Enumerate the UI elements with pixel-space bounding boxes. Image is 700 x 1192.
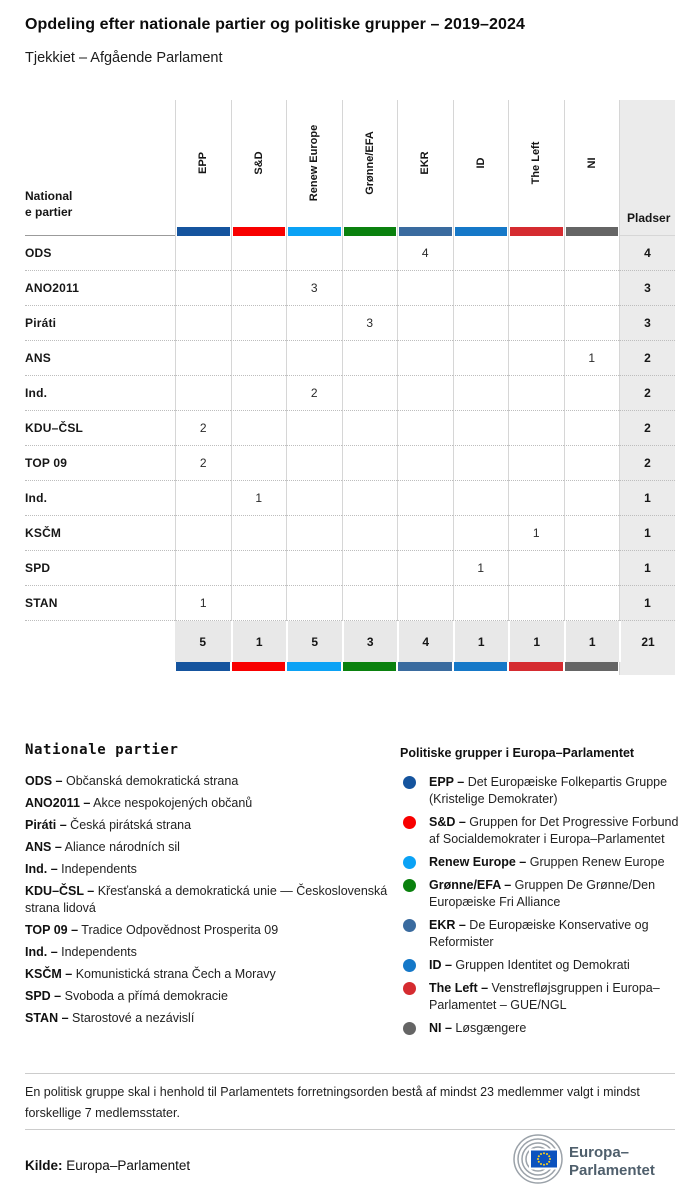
group-name: De Europæiske Konservative og Reformister (429, 918, 649, 949)
row-total-cell: 3 (619, 306, 675, 341)
party-name: Starostové a nezávislí (68, 1011, 195, 1025)
group-name: Gruppen for Det Progressive Forbund af Socialdemokrater i Europa–Parlamentet (429, 815, 679, 846)
seat-cell (564, 446, 620, 481)
group-color-dot (403, 856, 416, 869)
group-column-header (286, 100, 342, 236)
corner-header-line: e partier (25, 205, 73, 219)
seat-cell (453, 376, 509, 411)
seats-table (25, 100, 675, 675)
seat-cell: 1 (564, 341, 620, 376)
group-column-header (508, 100, 564, 236)
seat-cell (286, 411, 342, 446)
row-total-cell: 1 (619, 551, 675, 586)
group-color-dot (403, 959, 416, 972)
group-abbr: EPP – (429, 775, 465, 789)
legend-item (25, 988, 391, 1005)
seat-cell (397, 516, 453, 551)
party-name: Svoboda a přímá demokracie (61, 989, 228, 1003)
legend-item (25, 1010, 391, 1027)
seat-cell (508, 481, 564, 516)
seat-cell (453, 446, 509, 481)
legend-item (400, 1020, 682, 1037)
seat-cell (175, 271, 231, 306)
seat-cell (508, 411, 564, 446)
bar-row-spacer (25, 662, 175, 675)
seat-cell (564, 586, 620, 621)
seat-cell (231, 586, 287, 621)
legend-item (25, 839, 391, 856)
party-label: Ind. (25, 376, 175, 411)
group-abbr: NI – (429, 1021, 452, 1035)
seats-header-label: Pladser (627, 211, 671, 225)
group-color-bar (454, 662, 508, 671)
legend-item (400, 917, 682, 951)
party-abbr: KDU–ČSL – (25, 884, 95, 898)
legend-groups-title: Politiske grupper i Europa–Parlamentet (400, 746, 635, 760)
seat-cell: 1 (508, 516, 564, 551)
seat-cell (175, 551, 231, 586)
seat-cell (231, 551, 287, 586)
seat-cell (564, 271, 620, 306)
group-header-label: S&D (252, 150, 265, 175)
seat-cell (453, 586, 509, 621)
group-abbr: Renew Europe – (429, 855, 527, 869)
corner-header-line: National (25, 189, 73, 203)
seat-cell (397, 341, 453, 376)
seat-cell: 2 (175, 411, 231, 446)
seat-cell (175, 306, 231, 341)
logo-text-line1: Europa– (569, 1144, 630, 1161)
group-header-label: ID (474, 157, 487, 169)
ep-logo-graphic (507, 1131, 675, 1187)
group-column-header (453, 100, 509, 236)
seat-cell: 1 (453, 551, 509, 586)
seat-cell (508, 341, 564, 376)
group-color-dot (403, 982, 416, 995)
group-color-dot (403, 816, 416, 829)
party-label: ODS (25, 236, 175, 271)
legend-item (400, 814, 682, 848)
divider (25, 1129, 675, 1130)
group-name: Gruppen Identitet og Demokrati (451, 958, 630, 972)
seat-cell (508, 306, 564, 341)
seat-cell (453, 411, 509, 446)
row-total-cell: 1 (619, 516, 675, 551)
group-color-bar (455, 227, 508, 236)
group-color-bar (232, 662, 286, 671)
page-subtitle: Tjekkiet – Afgående Parlament (25, 50, 223, 66)
seat-cell (286, 236, 342, 271)
seat-cell (397, 271, 453, 306)
seat-cell (342, 411, 398, 446)
seat-cell (342, 236, 398, 271)
seat-cell (231, 306, 287, 341)
seat-cell (286, 586, 342, 621)
seat-cell (397, 446, 453, 481)
seat-cell (231, 411, 287, 446)
group-header-label: The Left (530, 141, 543, 184)
seat-cell (564, 516, 620, 551)
row-total-cell: 1 (619, 481, 675, 516)
seat-cell (564, 551, 620, 586)
seat-cell (175, 341, 231, 376)
divider (25, 1073, 675, 1074)
group-color-bar (566, 227, 619, 236)
group-color-bar (343, 662, 397, 671)
party-name: Independents (57, 862, 137, 876)
row-total-cell: 2 (619, 411, 675, 446)
group-color-bar (398, 662, 452, 671)
seat-cell (286, 551, 342, 586)
seat-cell (231, 446, 287, 481)
seats-column-filler (619, 662, 675, 675)
party-abbr: ODS – (25, 774, 63, 788)
group-total-cell: 1 (564, 621, 620, 662)
seat-cell (175, 236, 231, 271)
seat-cell (508, 376, 564, 411)
legend-item (25, 817, 391, 834)
group-name: Løsgængere (451, 1021, 527, 1035)
row-total-cell: 2 (619, 446, 675, 481)
table-corner-header (25, 100, 175, 236)
party-abbr: ANO2011 – (25, 796, 91, 810)
seat-cell (231, 341, 287, 376)
seat-cell (397, 586, 453, 621)
seat-cell (342, 271, 398, 306)
group-total-cell: 1 (508, 621, 564, 662)
party-name: Aliance národních sil (61, 840, 180, 854)
group-name: Det Europæiske Folkepartis Gruppe (Kristelige Demokrater) (429, 775, 668, 806)
group-color-bar (287, 662, 341, 671)
seat-cell: 4 (397, 236, 453, 271)
party-abbr: STAN – (25, 1011, 69, 1025)
group-header-label: Renew Europe (308, 124, 321, 201)
seat-cell (342, 516, 398, 551)
seat-cell (397, 551, 453, 586)
seat-cell: 3 (286, 271, 342, 306)
group-name: Venstrefløjsgruppen i Europa–Parlamentet – GUE/NGL (429, 981, 660, 1012)
group-total-cell: 3 (342, 621, 398, 662)
eu-flag-icon (530, 1150, 558, 1169)
party-label: STAN (25, 586, 175, 621)
seat-cell (508, 586, 564, 621)
seat-cell (342, 446, 398, 481)
legend-item (25, 944, 391, 961)
seat-cell (231, 376, 287, 411)
seat-cell (564, 376, 620, 411)
group-total-cell: 5 (175, 621, 231, 662)
seat-cell (286, 446, 342, 481)
group-color-bar (510, 227, 563, 236)
seat-cell (175, 516, 231, 551)
group-bar-cell (286, 662, 342, 675)
party-label: Ind. (25, 481, 175, 516)
group-bar-cell (342, 662, 398, 675)
group-bar-cell (175, 662, 231, 675)
group-color-bar (288, 227, 341, 236)
seat-cell (231, 516, 287, 551)
seat-cell (508, 271, 564, 306)
seat-cell (397, 376, 453, 411)
seat-cell (508, 236, 564, 271)
source-line (25, 1158, 190, 1173)
seat-cell (231, 271, 287, 306)
seats-column-header (619, 100, 675, 236)
group-bar-cell (231, 662, 287, 675)
source-value: Europa–Parlamentet (66, 1158, 191, 1173)
legend-national-parties (25, 742, 391, 1032)
row-total-cell: 2 (619, 341, 675, 376)
legend-item (400, 774, 682, 808)
group-header-label: EKR (419, 150, 432, 175)
group-bar-cell (508, 662, 564, 675)
group-bar-cell (453, 662, 509, 675)
legend-item (25, 966, 391, 983)
party-name: Akce nespokojených občanů (90, 796, 253, 810)
party-name: Tradice Odpovědnost Prosperita 09 (78, 923, 279, 937)
group-column-header (564, 100, 620, 236)
page-title: Opdeling efter nationale partier og politiske grupper – 2019–2024 (25, 16, 525, 33)
group-color-dot (403, 919, 416, 932)
group-header-label: Grønne/EFA (363, 130, 376, 195)
seat-cell (175, 376, 231, 411)
group-abbr: ID – (429, 958, 452, 972)
seat-cell (564, 481, 620, 516)
group-color-bar (344, 227, 397, 236)
seat-cell (397, 411, 453, 446)
seat-cell (342, 481, 398, 516)
legend-item (25, 795, 391, 812)
group-column-header (175, 100, 231, 236)
europa-parlamentet-logo (507, 1131, 675, 1187)
party-name: Česká pirátská strana (66, 818, 192, 832)
group-color-bar (177, 227, 230, 236)
seat-cell (564, 236, 620, 271)
group-abbr: EKR – (429, 918, 466, 932)
group-bar-cell (397, 662, 453, 675)
seat-cell (453, 306, 509, 341)
seat-cell (508, 551, 564, 586)
group-color-bar (509, 662, 563, 671)
party-abbr: Piráti – (25, 818, 67, 832)
group-total-cell: 1 (231, 621, 287, 662)
party-name: Komunistická strana Čech a Moravy (72, 967, 276, 981)
seat-cell (453, 236, 509, 271)
seat-cell (397, 481, 453, 516)
seat-cell (564, 411, 620, 446)
group-column-header (231, 100, 287, 236)
seat-cell: 3 (342, 306, 398, 341)
party-label: KSČM (25, 516, 175, 551)
seat-cell (286, 481, 342, 516)
party-label: TOP 09 (25, 446, 175, 481)
row-total-cell: 3 (619, 271, 675, 306)
group-abbr: S&D – (429, 815, 466, 829)
group-color-bar (233, 227, 286, 236)
seat-cell (453, 516, 509, 551)
group-name: Gruppen Renew Europe (526, 855, 665, 869)
group-header-label: EPP (197, 151, 210, 174)
legend-item (400, 980, 682, 1014)
party-abbr: Ind. – (25, 945, 58, 959)
seat-cell (286, 516, 342, 551)
seat-cell (508, 446, 564, 481)
seat-cell: 2 (286, 376, 342, 411)
seat-cell (231, 236, 287, 271)
legend-political-groups (400, 746, 682, 1043)
legend-parties-title: Nationale partier (25, 742, 179, 758)
party-abbr: Ind. – (25, 862, 58, 876)
group-total-cell: 1 (453, 621, 509, 662)
seat-cell (342, 341, 398, 376)
seat-cell (286, 341, 342, 376)
party-name: Občanská demokratická strana (62, 774, 239, 788)
row-total-cell: 2 (619, 376, 675, 411)
group-color-bar (176, 662, 230, 671)
legend-item (25, 773, 391, 790)
group-abbr: The Left – (429, 981, 489, 995)
legend-item (400, 957, 682, 974)
group-name: Gruppen De Grønne/Den Europæiske Fri Alliance (429, 878, 656, 909)
seat-cell (342, 551, 398, 586)
seat-cell (342, 586, 398, 621)
party-abbr: SPD – (25, 989, 62, 1003)
row-total-cell: 1 (619, 586, 675, 621)
logo-text-line2: Parlamentet (569, 1162, 655, 1179)
legend-item (25, 861, 391, 878)
group-total-cell: 5 (286, 621, 342, 662)
totals-row-spacer (25, 621, 175, 662)
seat-cell (175, 481, 231, 516)
legend-parties-list (25, 773, 391, 1027)
seat-cell: 1 (175, 586, 231, 621)
party-label: Piráti (25, 306, 175, 341)
legend-item (400, 877, 682, 911)
party-label: ANO2011 (25, 271, 175, 306)
group-abbr: Grønne/EFA – (429, 878, 512, 892)
party-name: Křesťanská a demokratická unie — Československá strana lidová (25, 884, 388, 915)
party-abbr: TOP 09 – (25, 923, 79, 937)
party-label: SPD (25, 551, 175, 586)
seat-cell (286, 306, 342, 341)
group-color-bar (565, 662, 619, 671)
seat-cell (564, 306, 620, 341)
group-color-dot (403, 879, 416, 892)
source-label: Kilde: (25, 1158, 63, 1173)
seat-cell: 1 (231, 481, 287, 516)
seat-cell (453, 481, 509, 516)
party-abbr: ANS – (25, 840, 62, 854)
seat-cell: 2 (175, 446, 231, 481)
group-color-dot (403, 776, 416, 789)
group-total-cell: 4 (397, 621, 453, 662)
party-label: ANS (25, 341, 175, 376)
legend-groups-list (400, 774, 682, 1037)
footnote-text: En politisk gruppe skal i henhold til Parlamentets forretningsorden bestå af mindst 23 medlemmer valgt i mindst forskellige 7 medlemsstater. (25, 1085, 640, 1120)
seat-cell (453, 271, 509, 306)
group-bar-cell (564, 662, 620, 675)
seat-cell (342, 376, 398, 411)
grand-total-cell: 21 (619, 621, 675, 662)
row-total-cell: 4 (619, 236, 675, 271)
party-abbr: KSČM – (25, 967, 73, 981)
legend-item (25, 883, 391, 917)
seat-cell (453, 341, 509, 376)
legend-item (25, 922, 391, 939)
group-header-label: NI (585, 157, 598, 169)
seat-cell (397, 306, 453, 341)
group-column-header (342, 100, 398, 236)
group-color-dot (403, 1022, 416, 1035)
party-label: KDU–ČSL (25, 411, 175, 446)
party-name: Independents (57, 945, 137, 959)
legend-item (400, 854, 682, 871)
group-column-header (397, 100, 453, 236)
group-color-bar (399, 227, 452, 236)
